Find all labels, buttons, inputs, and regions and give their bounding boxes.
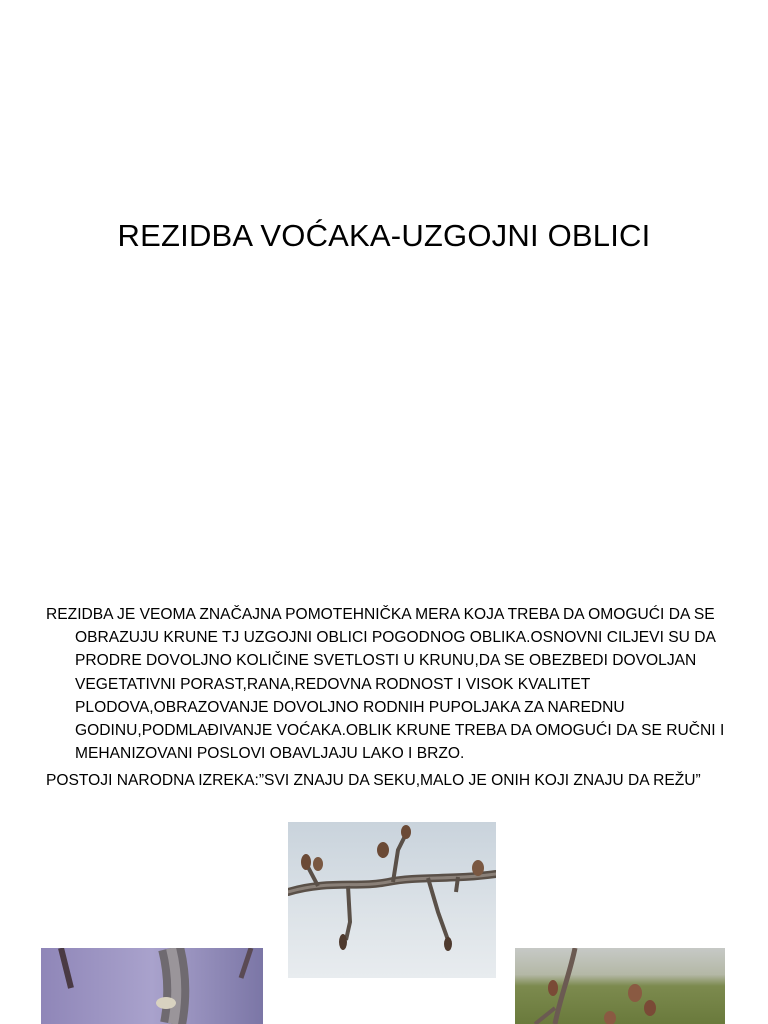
paragraph-folk-saying: POSTOJI NARODNA IZREKA:”SVI ZNAJU DA SEKU,MALO JE ONIH KOJI ZNAJU DA REŽU” (46, 772, 701, 790)
slide-body (46, 603, 736, 793)
buds-field-photo (515, 948, 725, 1024)
paragraph-pruning-description: REZIDBA JE VEOMA ZNAČAJNA POMOTEHNIČKA MERA KOJA TREBA DA OMOGUĆI DA SE OBRAZUJU KRUNE TJ UZGOJNI OBLICI POGODNOG OBLIKA.OSNOVNI CILJEVI SU DA PRODRE DOVOLJNO KOLIČINE SVETLOSTI U KRUNU,DA SE OBEZBEDI DOVOLJAN VEGETATIVNI PORAST,RANA,REDOVNA RODNOST I VISOK KVALITET PLODOVA,OBRAZOVANJE DOVOLJNO RODNIH PUPOLJAKA ZA NAREDNU GODINU,PODMLAĐIVANJE VOĆAKA.OBLIK KRUNE TREBA DA OMOGUĆI DA SE RUČNI I MEHANIZOVANI POSLOVI OBAVLJAJU LAKO I BRZO. (46, 606, 725, 763)
slide-title: REZIDBA VOĆAKA-UZGOJNI OBLICI (117, 218, 651, 253)
branch-buds-photo (288, 822, 496, 978)
pruned-branch-photo (41, 948, 263, 1024)
